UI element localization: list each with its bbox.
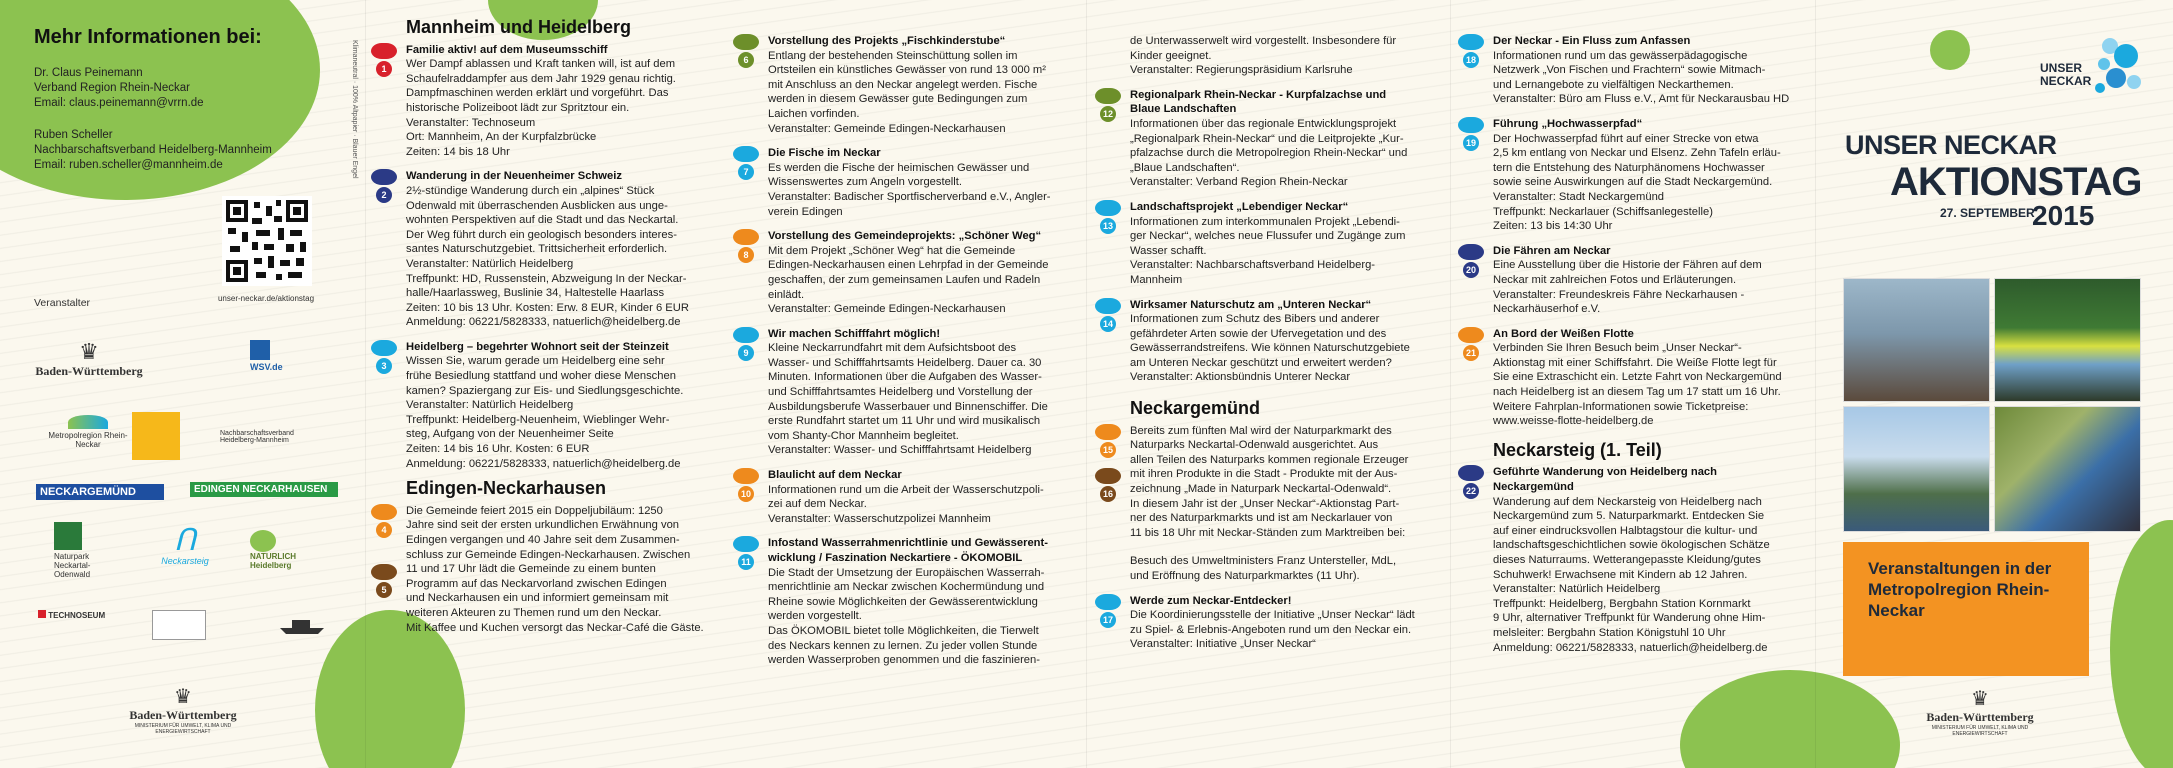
- event-date: 27. SEPTEMBER: [1940, 206, 2035, 220]
- path-icon: [733, 229, 759, 245]
- event-19: 19 Führung „Hochwasserpfad“ Der Hochwasserpfad führt auf einer Strecke von etwa 2,5 km entlang von Neckar und Elsenz. Zehn Tafeln erläu- tern die Entstehung des Naturphänomens Hochwasser sowie seine Auswirkungen auf die Stadt Neckargemünd. Veranstalter: Stadt Neckargemünd Treffpunkt: Neckarlauer (Schiffsanlegestelle) Zeiten: 13 bis 14:30 Uhr: [1493, 117, 1803, 234]
- logo-bw-right: ♛ Baden-Württemberg MINISTERIUM FÜR UMWELT, KLIMA UND ENERGIEWIRTSCHAFT: [1915, 688, 2045, 737]
- event-1: 1 Familie aktiv! auf dem Museumsschiff Wer Dampf ablassen und Kraft tanken will, ist auf dem Schaufelraddampfer aus dem Jahr 1929 genau richtig. Dampfmaschinen werden erklärt und vorgeführt. Das historische Polizeiboot lädt zur Spritztour ein. Veranstalter: Technoseum Ort: Mannheim, An der Kurpfalzbrücke Zeiten: 14 bis 18 Uhr: [406, 43, 706, 160]
- photo-ship-people: [1994, 278, 2141, 402]
- hiker-icon: [1458, 465, 1484, 481]
- column-1: [381, 17, 706, 645]
- coat-of-arms-icon: ♛: [1971, 688, 1989, 710]
- event-badge: 15: [1093, 424, 1123, 458]
- logo-wordmark: UNSER NECKAR: [2040, 61, 2092, 88]
- hiker-icon: [371, 169, 397, 185]
- event-12: 12 Regionalpark Rhein-Neckar - Kurpfalzachse und Blaue Landschaften Informationen über das regionale Entwicklungsprojekt „Regionalpark Rhein-Neckar“ und die Leitprojekte „Kur- pfalzachse durch die Metropolregion Rhein-Neckar“ und „Blaue Landschaften“. Veranstalter: Verband Region Rhein-Neckar: [1130, 88, 1430, 190]
- event-badge: 6: [731, 34, 761, 68]
- logo-edingen: EDINGEN NECKARHAUSEN: [190, 482, 338, 497]
- tree-icon: [250, 530, 276, 552]
- organizer-label: Veranstalter: [34, 297, 91, 309]
- market-icon: [1095, 468, 1121, 484]
- fest-icon: [371, 504, 397, 520]
- qr-code: [222, 196, 312, 286]
- logo-yellow-square: [132, 412, 180, 460]
- info-icon: [1458, 34, 1484, 50]
- event-badge: 10: [731, 468, 761, 502]
- section-title: Edingen-Neckarhausen: [406, 478, 607, 499]
- event-6: 6 Vorstellung des Projekts „Fischkinderstube“ Entlang der bestehenden Steinschüttung sollen im Ortsteilen ein künstliches Gewässer von rund 13 000 m² mit Anschluss an den Neckar angelegt werden. Fische werden in diesem Gewässer gute Bedingungen zum Laichen vorfinden. Veranstalter: Gemeinde Edingen-Neckarhausen: [768, 34, 1068, 136]
- photo-children-river: [1843, 278, 1990, 402]
- qr-caption[interactable]: unser-neckar.de/aktionstag: [217, 294, 315, 303]
- event-8: 8 Vorstellung des Gemeindeprojekts: „Schöner Weg“ Mit dem Projekt „Schöner Weg“ hat die Gemeinde Edingen-Neckarhausen einen Lehrpfad in der Gemeinde geschaffen, der zum gemeinsamen Laufen und Radeln einlädt. Veranstalter: Gemeinde Edingen-Neckarhausen: [768, 229, 1068, 317]
- email-link[interactable]: Email: ruben.scheller@mannheim.de: [34, 159, 223, 171]
- ship-icon: [733, 327, 759, 343]
- event-badge: 9: [731, 327, 761, 361]
- more-info-heading: Mehr Informationen bei:: [34, 26, 262, 48]
- logo-ship-card: [152, 610, 206, 640]
- title-unser-neckar: UNSER NECKAR: [1845, 130, 2057, 160]
- logo-neckargemuend: NECKARGEMÜND: [36, 484, 164, 500]
- logo-nachbarschaftsverband: Nachbarschaftsverband Heidelberg-Mannheim: [220, 430, 294, 444]
- event-badge-5: 5: [369, 564, 399, 598]
- info-icon: [1095, 200, 1121, 216]
- event-14: 14 Wirksamer Naturschutz am „Unteren Neckar“ Informationen zum Schutz des Bibers und anderer gefährdeter Arten sowie der Ufervegetation und des Gewässerrandstreifens. Wie können Naturschutzgebiete am Unteren Neckar geschützt und erweitert werden? Veranstalter: Aktionsbündnis Unterer Neckar: [1130, 298, 1430, 386]
- event-9: 9 Wir machen Schifffahrt möglich! Kleine Neckarrundfahrt mit dem Aufsichtsboot des Wasser- und Schifffahrtsamts Heidelberg. Dauer ca. 30 Minuten. Informationen über die Aufgaben des Wasser- und Schifffahrtsamtes Heidelberg und Vorstellung der Ausbildungsberufe Wasserbauer und Binnenschiffer. Die erste Rundfahrt startet um 11 Uhr und wird musikalisch vom Shanty-Chor Mannheim begleitet. Veranstalter: Wasser- und Schifffahrtsamt Heidelberg: [768, 327, 1068, 458]
- fish-icon: [733, 34, 759, 50]
- event-badge: 20: [1456, 244, 1486, 278]
- logo-wsv: WSV.de: [250, 340, 310, 372]
- wave-icon: [371, 43, 397, 59]
- event-badge: 18: [1456, 34, 1486, 68]
- email-link[interactable]: Email: claus.peinemann@vrrn.de: [34, 97, 204, 109]
- logo-bw-ministry: ♛ Baden-Württemberg MINISTERIUM FÜR UMWELT, KLIMA UND ENERGIEWIRTSCHAFT: [118, 686, 248, 735]
- event-badge: 19: [1456, 117, 1486, 151]
- logo-naturpark: Naturpark Neckartal-Odenwald: [54, 522, 114, 579]
- event-17: 17 Werde zum Neckar-Entdecker! Die Koordinierungsstelle der Initiative „Unser Neckar“ lädt zu Spiel- & Erlebnis-Angeboten rund um den Neckar ein. Veranstalter: Initiative „Unser Neckar“: [1130, 594, 1430, 652]
- binoculars-icon: [1458, 117, 1484, 133]
- coat-of-arms-icon: ♛: [79, 339, 99, 364]
- event-22: 22 Geführte Wanderung von Heidelberg nach Neckargemünd Wanderung auf dem Neckarsteig von Heidelberg nach Neckargemünd zum 5. Naturparkmarkt. Entdecken Sie auf einer eindrucksvollen Halbtagstour die kultur- und landschaftsgeschichtlichen sowie ökologischen Schätze dieses Naturraums. Wetterangepasste Kleidung/gutes Schuhwerk! Erwachsene mit Kindern ab 12 Jahren. Veranstalter: Natürlich Heidelberg Treffpunkt: Heidelberg, Bergbahn Station Kornmarkt 9 Uhr, alternativer Treffpunkt für Wanderung ohne Him- melsleiter: Bergbahn Station Königstuhl 10 Uhr Anmeldung: 06221/5828333, natuerlich@heidelberg.de: [1493, 465, 1803, 655]
- info-icon: [733, 536, 759, 552]
- banner-text: Veranstaltungen in der Metropolregion Rhein-Neckar: [1868, 559, 2052, 620]
- event-4: 4 Die Gemeinde feiert 2015 ein Doppeljubiläum: 1250 Jahre sind seit der ersten urkundlichen Erwähnung von Edingen vergangen und 40 Jahre seit dem Zusammen- schluss zur Gemeinde Edingen-Neckarhausen. Zwischen 11 und 17 Uhr lädt die Gemeinde zu einem bunten Programm auf das Neckarvorland zwischen Edingen und Neckarhausen ein und informiert gemeinsam mit weiteren Akteuren zu Themen rund um den Neckar. Mit Kaffee und Kuchen versorgt das Neckar-Café die Gäste. 5: [406, 504, 706, 635]
- event-badge: 17: [1093, 594, 1123, 628]
- event-badge: 8: [731, 229, 761, 263]
- photo-boat-flags: [1843, 406, 1990, 532]
- hiker-icon: [1458, 244, 1484, 260]
- event-badge: 7: [731, 146, 761, 180]
- event-2: 2 Wanderung in der Neuenheimer Schweiz 2½-stündige Wanderung durch ein „alpines“ Stück Odenwald mit überraschenden Ausblicken aus unge- wohnten Perspektiven auf die Stadt und das Neckartal. Der Weg führt durch ein geologisch besonders interes- santes Naturschutzgebiet. Trittsicherheit erforderlich. Veranstalter: Natürlich Heidelberg Treffpunkt: HD, Russenstein, Abzweigung In der Neckar- halle/Haarlassweg, Buslinie 34, Haltestelle Haarlass Zeiten: 10 bis 13 Uhr. Kosten: Erw. 8 EUR, Kinder 6 EUR Anmeldung: 06221/5828333, natuerlich@heidelberg.de: [406, 169, 706, 330]
- neckarsteig-icon: ᑎ: [174, 524, 196, 557]
- logo-metropolregion: Metropolregion Rhein-Neckar: [38, 415, 138, 449]
- event-badge: 3: [369, 340, 399, 374]
- event-7: 7 Die Fische im Neckar Es werden die Fische der heimischen Gewässer und Wissenswertes zum Angeln vorgestellt. Veranstalter: Badischer Sportfischerverband e.V., Angler- verein Edingen: [768, 146, 1068, 219]
- event-18: 18 Der Neckar - Ein Fluss zum Anfassen Informationen rund um das gewässerpädagogische Netzwerk „Von Fischen und Frachtern“ sowie Mitmach- und Lernangebote zu vielfältigen Neckarthemen. Veranstalter: Büro am Fluss e.V., Amt für Neckarausbau HD: [1493, 34, 1803, 107]
- event-year: 2015: [2032, 200, 2095, 231]
- event-3: 3 Heidelberg – begehrter Wohnort seit der Steinzeit Wissen Sie, warum gerade um Heidelberg eine sehr frühe Besiedlung stattfand und woher diese Menschen kamen? Spaziergang zur Eis- und Siedlungsgeschichte. Veranstalter: Natürlich Heidelberg Treffpunkt: Heidelberg-Neuenheim, Wieblinger Wehr- steg, Aufgang von der Neuenheimer Seite Zeiten: 14 bis 16 Uhr. Kosten: 6 EUR Anmeldung: 06221/5828333, natuerlich@heidelberg.de: [406, 340, 706, 471]
- event-badge: 11: [731, 536, 761, 570]
- green-blob-top-right: [1930, 30, 1970, 70]
- coat-of-arms-icon: ♛: [174, 686, 192, 708]
- event-badge: 2: [369, 169, 399, 203]
- event-badge: 21: [1456, 327, 1486, 361]
- title-aktionstag: AKTIONSTAG: [1890, 160, 2142, 204]
- police-boat-icon: [733, 468, 759, 484]
- logo-bw: ♛ Baden-Württemberg: [35, 339, 143, 378]
- column-2: [740, 34, 1068, 678]
- logo-technoseum: TECHNOSEUM: [38, 610, 128, 620]
- event-13: 13 Landschaftsprojekt „Lebendiger Neckar“ Informationen zum interkommunalen Projekt „Lebendi- ger Neckar“, welches neue Flussufer und Zugänge zum Wasser schafft. Veranstalter: Nachbarschaftsverband Heidelberg- Mannheim: [1130, 200, 1430, 288]
- event-11: 11 Infostand Wasserrahmenrichtlinie und Gewässerent- wicklung / Faszination Neckartiere - ÖKOMOBIL Die Stadt der Umsetzung der Europäischen Wasserrah- menrichtlinie am Neckar zwischen Kochermündung und Rheine sowie Möglichkeiten der Gewässerentwicklung werden vorgestellt. Das ÖKOMOBIL bietet tolle Möglichkeiten, die Tierwelt des Neckars kennen zu lernen. Zu jeder vollen Stunde werden Wasserproben genommen und die faszinieren-: [768, 536, 1068, 667]
- print-note: Klimaneutral · 100% Altpapier · Blauer Engel: [351, 40, 358, 179]
- metropolregion-icon: [68, 415, 108, 429]
- contact-peinemann: Dr. Claus Peinemann Verband Region Rhein-Neckar Email: claus.peinemann@vrrn.de: [34, 67, 204, 109]
- event-badge-16: 16: [1093, 468, 1123, 502]
- logo-natuerlich: NATURLICH Heidelberg: [250, 530, 330, 570]
- section-title: Mannheim und Heidelberg: [406, 17, 632, 37]
- naturpark-icon: [54, 522, 82, 550]
- park-icon: [1095, 88, 1121, 104]
- section-title: Neckarsteig (1. Teil): [1493, 439, 1662, 460]
- logo-neckarsteig: ᑎ Neckarsteig: [150, 526, 220, 566]
- section-title: Neckargemünd: [1130, 398, 1261, 419]
- info-icon: [1095, 298, 1121, 314]
- market-icon: [1095, 424, 1121, 440]
- event-badge: 22: [1456, 465, 1486, 499]
- fish-icon: [733, 146, 759, 162]
- technoseum-icon: [38, 610, 46, 618]
- green-blob-right-edge: [2110, 520, 2173, 768]
- column-4: [1465, 34, 1803, 665]
- event-11-continued: de Unterwasserwelt wird vorgestellt. Insbesondere für Kinder geeignet. Veranstalter: Regierungspräsidium Karlsruhe: [1130, 35, 1397, 77]
- info-icon: [1095, 594, 1121, 610]
- wsv-icon: [250, 340, 270, 360]
- contact-scheller: Ruben Scheller Nachbarschaftsverband Heidelberg-Mannheim Email: ruben.scheller@mannheim.de: [34, 129, 272, 171]
- ferry-link[interactable]: www.weisse-flotte-heidelberg.de: [1493, 415, 1654, 428]
- binoculars-icon: [371, 340, 397, 356]
- event-badge: 1: [369, 43, 399, 77]
- event-10: 10 Blaulicht auf dem Neckar Informationen rund um die Arbeit der Wasserschutzpoli- zei auf dem Neckar. Veranstalter: Wasserschutzpolizei Mannheim: [768, 468, 1068, 526]
- cake-icon: [371, 564, 397, 580]
- green-blob-bottom-right: [1680, 670, 1900, 768]
- event-badge: 12: [1093, 88, 1123, 122]
- event-badge: 13: [1093, 200, 1123, 234]
- boat-icon: [276, 610, 328, 638]
- ship-icon: [1458, 327, 1484, 343]
- event-15: 15 Bereits zum fünften Mal wird der Naturparkmarkt des Naturparks Neckartal-Odenwald ausgerichtet. Aus allen Teilen des Naturparks kommen regionale Erzeuger mit ihren Produkte in die Stadt - Produkte mit der Aus- zeichnung „Made in Naturpark Neckartal-Odenwald“. In diesem Jahr ist der „Unser Neckar“-Aktionstag Part- ner des Naturparkmarkts und ist am Neckarlauer von 11 bis 18 Uhr mit Neckar-Ständen zum Marktreiben bei: Besuch des Umweltministers Franz Untersteller, MdL, und Eröffnung des Naturparkmarktes (11 Uhr). 16: [1130, 424, 1430, 584]
- column-3: [1102, 34, 1430, 662]
- event-21: 21 An Bord der Weißen Flotte Verbinden Sie Ihren Besuch beim „Unser Neckar“- Aktionstag mit einer Schiffsfahrt. Die Weiße Flotte legt für Sie eine Extraschicht ein. Letzte Fahrt von Neckargemünd nach Heidelberg ist an diesem Tag um 17 statt um 16 Uhr. Weitere Fahrplan-Informationen sowie Ticketpreise: www.weisse-flotte-heidelberg.de: [1493, 327, 1803, 429]
- event-badge: 14: [1093, 298, 1123, 332]
- event-badge: 4: [369, 504, 399, 538]
- photo-kids-game: [1994, 406, 2141, 532]
- event-20: 20 Die Fähren am Neckar Eine Ausstellung über die Historie der Fähren auf dem Neckar mit zahlreichen Fotos und Erläuterungen. Veranstalter: Freundeskreis Fähre Neckarhausen - Neckarhäuserhof e.V.: [1493, 244, 1803, 317]
